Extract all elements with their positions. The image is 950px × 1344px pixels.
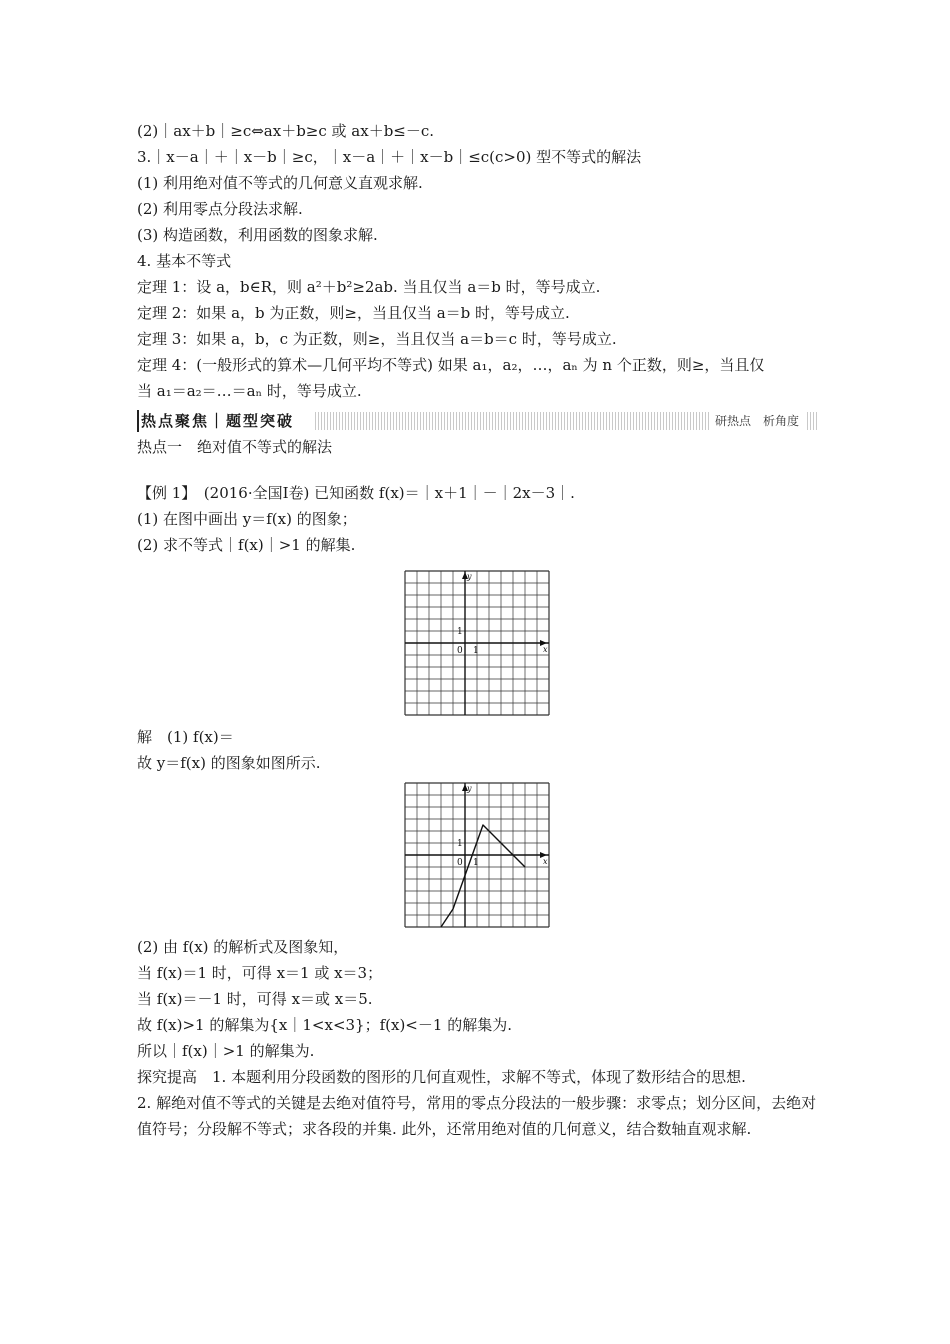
banner-left-rule (137, 410, 139, 432)
x-unit-label: 1 (473, 646, 479, 656)
solution-line-7: 所以｜f(x)｜>1 的解集为. (137, 1042, 315, 1060)
text-line: 当 a₁＝a₂＝…＝aₙ 时，等号成立. (137, 382, 362, 400)
summary-paragraph: 2. 解绝对值不等式的关键是去绝对值符号，常用的零点分段法的一般步骤：求零点；划分区间，去绝对值符号；分段解不等式；求各段的并集. 此外，还常用绝对值的几何意义，结合数轴直观求解. (137, 1094, 817, 1138)
function-graph-figure (402, 780, 552, 930)
text-line: 定理 1：设 a，b∈R，则 a²＋b²≥2ab. 当且仅当 a＝b 时，等号成立. (137, 278, 601, 296)
solution-line-6: 故 f(x)>1 的解集为{x｜1<x<3}；f(x)<－1 的解集为. (137, 1016, 512, 1034)
section-title: 热点一 绝对值不等式的解法 (137, 438, 333, 456)
y-unit-label: 1 (457, 839, 463, 849)
text-line: 定理 2：如果 a，b 为正数，则≥，当且仅当 a＝b 时，等号成立. (137, 304, 570, 322)
text-line: (3) 构造函数，利用函数的图象求解. (137, 226, 378, 244)
document-page (137, 118, 817, 1142)
example-part-2: (2) 求不等式｜f(x)｜>1 的解集. (137, 536, 356, 554)
y-axis-label: y (467, 784, 472, 793)
origin-label: 0 (457, 646, 463, 656)
solution-line-4: 当 f(x)＝1 时，可得 x＝1 或 x＝3； (137, 964, 383, 982)
text-line: (2)｜ax＋b｜≥c⇔ax＋b≥c 或 ax＋b≤－c. (137, 122, 435, 140)
banner-subtitle: 研热点 析角度 (709, 412, 805, 430)
text-line: 定理 3：如果 a，b，c 为正数，则≥，当且仅当 a＝b＝c 时，等号成立. (137, 330, 617, 348)
text-line: 定理 4：(一般形式的算术—几何平均不等式) 如果 a₁，a₂，…，aₙ 为 n 个正数，则≥，当且仅 (137, 356, 765, 374)
solution-line-2: 故 y＝f(x) 的图象如图所示. (137, 754, 321, 772)
section-banner (137, 410, 817, 432)
text-line: 3.｜x－a｜＋｜x－b｜≥c，｜x－a｜＋｜x－b｜≤c(c>0) 型不等式的解法 (137, 148, 642, 166)
solution-line-5: 当 f(x)＝－1 时，可得 x＝或 x＝5. (137, 990, 373, 1008)
text-line: (2) 利用零点分段法求解. (137, 200, 303, 218)
text-line: (1) 利用绝对值不等式的几何意义直观求解. (137, 174, 423, 192)
solution-line-1: 解 (1) f(x)＝ (137, 728, 234, 746)
x-unit-label: 1 (473, 858, 479, 868)
origin-label: 0 (457, 858, 463, 868)
intro-text-block (137, 118, 817, 404)
banner-title: 热点聚焦｜题型突破 (137, 410, 294, 432)
example-part-1: (1) 在图中画出 y＝f(x) 的图象； (137, 510, 357, 528)
y-axis-label: y (467, 572, 472, 581)
y-unit-label: 1 (457, 627, 463, 637)
function-graph-line (441, 825, 525, 927)
text-line: 4. 基本不等式 (137, 252, 232, 270)
blank-grid-figure (402, 568, 552, 718)
x-axis-label: x (543, 645, 548, 654)
x-axis-label: x (543, 857, 548, 866)
solution-line-3: (2) 由 f(x) 的解析式及图象知， (137, 938, 349, 956)
summary-line-1: 探究提高 1. 本题利用分段函数的图形的几何直观性，求解不等式，体现了数形结合的思想. (137, 1068, 746, 1086)
example-heading: 【例 1】 (2016·全国Ⅰ卷) 已知函数 f(x)＝｜x＋1｜－｜2x－3｜. (137, 484, 575, 502)
